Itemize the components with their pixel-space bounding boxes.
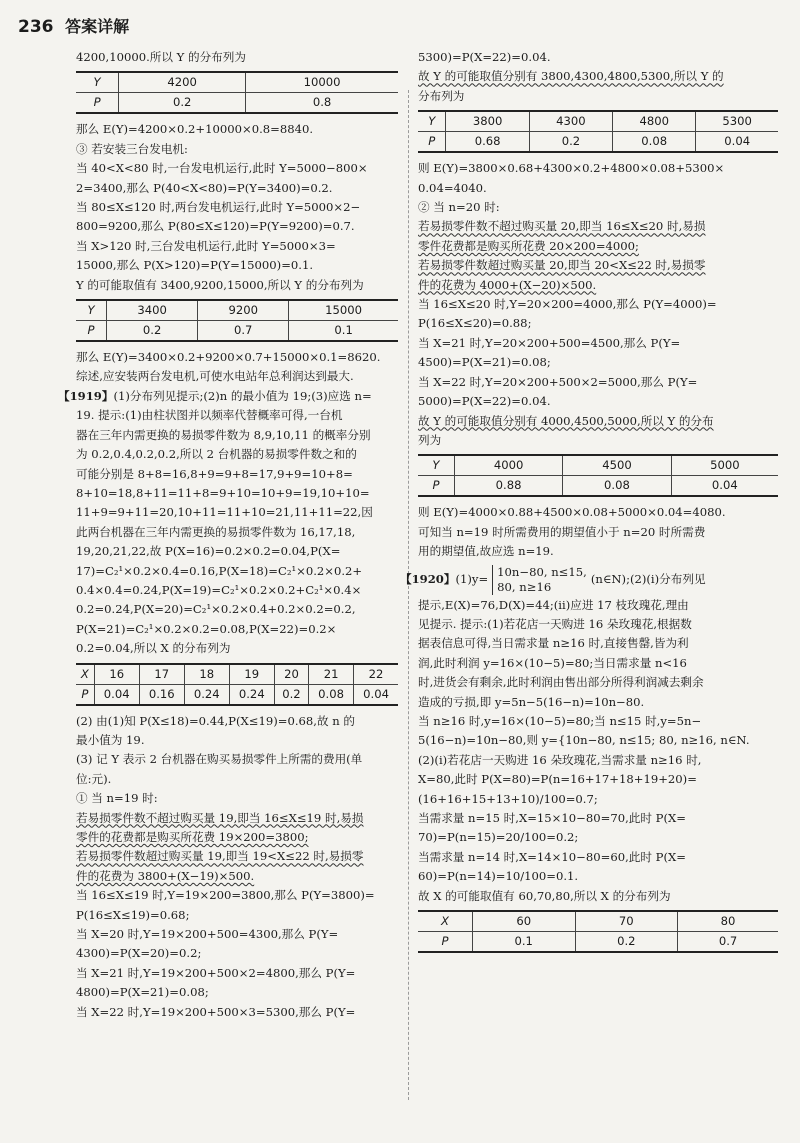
text-line: (2)(i)若花店一天购进 16 朵玫瑰花,当需求量 n≥16 时, [418, 752, 702, 767]
text-line-wavy: 故 Y 的可能取值分别有 3800,4300,4800,5300,所以 Y 的 [418, 69, 724, 84]
paragraph-n19-expectation [418, 159, 778, 217]
text-line: 时,进货会有剩余,此时利润由售出部分所得利润减去剩余 [418, 675, 704, 690]
page-header [18, 14, 782, 42]
text-line: 那么 E(Y)=3400×0.2+9200×0.7+15000×0.1=8620. [76, 350, 381, 365]
paragraph-part-2-3 [76, 712, 398, 809]
text-line-wavy-wrap [76, 867, 398, 886]
table-cell: 20 [274, 664, 308, 685]
text-line: 19. 提示:(1)由柱状图并以频率代替概率可得,一台机 [76, 408, 343, 423]
table-row [76, 93, 398, 114]
text-line: 可能分别是 8+8=16,8+9=9+8=17,9+9=10+8= [76, 466, 353, 481]
text-line: 那么 E(Y)=4200×0.2+10000×0.8=8840. [76, 122, 314, 137]
piecewise-brace [492, 565, 587, 595]
paragraph-n19-conditions [76, 809, 398, 887]
text-line: Y 的可能取值有 3400,9200,15000,所以 Y 的分布列为 [76, 277, 364, 292]
table-row [76, 321, 398, 342]
text-line: 2=3400,那么 P(40<X<80)=P(Y=3400)=0.2. [76, 180, 333, 195]
paragraph-three-generators [76, 120, 398, 295]
table-cell: 0.88 [454, 476, 562, 497]
problem-1920-explanation [418, 596, 778, 907]
distribution-table-2 [76, 299, 398, 342]
table-cell: 0.1 [289, 321, 398, 342]
table-cell: 0.7 [678, 932, 778, 953]
text-line: 润,此时利润 y=16×(10−5)=80;当日需求量 n<16 [418, 655, 687, 670]
table-row-header: Y [76, 300, 107, 321]
problem-1920-formula-prefix: (1)y= [455, 571, 489, 586]
problem-1919-answer [58, 387, 398, 406]
text-line: 故 X 的可能取值有 60,70,80,所以 X 的分布列为 [418, 888, 671, 903]
text-line: 800=9200,那么 P(80≤X≤120)=P(Y=9200)=0.7. [76, 219, 355, 234]
text-line-wavy-wrap [76, 809, 398, 828]
table-cell: 21 [309, 664, 354, 685]
table-cell: 17 [139, 664, 184, 685]
text-line: 当需求量 n=15 时,X=15×10−80=70,此时 P(X= [418, 811, 686, 825]
paragraph-conclusion [76, 348, 398, 387]
text-line: 造成的亏损,即 y=5n−5(16−n)=10n−80. [418, 694, 645, 709]
table-cell: 5000 [671, 455, 778, 476]
text-line: 此两台机器在三年内需更换的易损零件数为 16,17,18, [76, 524, 356, 539]
text-line: 0.2=0.24,P(X=20)=C₂¹×0.2×0.4+0.2×0.2=0.2, [76, 602, 356, 617]
distribution-table-4 [418, 110, 778, 153]
text-line: 0.04=4040. [418, 180, 487, 195]
problem-id-1919: 【1919】 [58, 388, 114, 403]
table-row [418, 455, 778, 476]
text-line: 11+9=9+11=20,10+11=11+10=21,11+11=22,因 [76, 505, 373, 520]
table-row [76, 72, 398, 93]
text-line: 分布列为 [418, 88, 465, 103]
text-line-wavy: 件的花费为 3800+(X−19)×500. [76, 868, 255, 883]
distribution-table-1 [76, 71, 398, 114]
table-cell: 5300 [696, 111, 778, 132]
piecewise-case-2: 80, n≥16 [497, 579, 552, 594]
text-line-wavy-wrap [76, 828, 398, 847]
table-cell: 3800 [446, 111, 529, 132]
table-cell: 18 [184, 664, 229, 685]
table-cell: 80 [678, 911, 778, 932]
text-line: 位:元). [76, 771, 112, 786]
table-row-header: X [76, 664, 94, 685]
text-line: 0.4×0.4=0.24,P(X=19)=C₂¹×0.2×0.2+C₂¹×0.4× [76, 582, 362, 597]
text-line: 4300)=P(X=20)=0.2; [76, 946, 202, 961]
piecewise-case-1: 10n−80, n≤15, [497, 564, 587, 579]
text-line: 4200,10000.所以 Y 的分布列为 [76, 50, 246, 64]
text-line-wavy: 若易损零件数不超过购买量 20,即当 16≤X≤20 时,易损 [418, 219, 706, 234]
table-row-header: P [418, 476, 454, 497]
table-row-header: Y [418, 455, 454, 476]
distribution-table-5 [418, 454, 778, 497]
paragraph-n20-cases [418, 295, 778, 411]
table-row-header: P [418, 932, 472, 953]
paragraph-n19-cases [76, 886, 398, 1022]
text-line: 器在三年内需更换的易损零件数为 8,9,10,11 的概率分别 [76, 427, 371, 442]
text-line: P(16≤X≤19)=0.68; [76, 907, 190, 922]
text-line: 当需求量 n=14 时,X=14×10−80=60,此时 P(X= [418, 849, 686, 864]
table-cell: 4000 [454, 455, 562, 476]
text-line: 最小值为 19. [76, 732, 145, 747]
table-cell: 4800 [613, 111, 696, 132]
table-cell: 0.24 [229, 684, 274, 705]
text-line: (2) 由(1)知 P(X≤18)=0.44,P(X≤19)=0.68,故 n 的 [76, 713, 355, 728]
table-cell: 0.2 [274, 684, 308, 705]
text-line-wavy: 若易损零件数超过购买量 20,即当 20<X≤22 时,易损零 [418, 258, 706, 273]
problem-1919-first-line: (1)分布列见提示;(2)n 的最小值为 19;(3)应选 n= [113, 388, 372, 403]
text-line: 当 X=21 时,Y=20×200+500=4500,那么 P(Y= [418, 335, 681, 350]
table-cell: 0.2 [119, 93, 246, 114]
text-line-wavy-wrap [76, 847, 398, 866]
text-line: P(X=21)=C₂¹×0.2×0.2=0.08,P(X=22)=0.2× [76, 621, 337, 636]
table-cell: 70 [575, 911, 678, 932]
table-cell: 0.24 [184, 684, 229, 705]
table-cell: 3400 [107, 300, 198, 321]
text-line: 19,20,21,22,故 P(X=16)=0.2×0.2=0.04,P(X= [76, 544, 341, 559]
text-line: (16+16+15+13+10)/100=0.7; [418, 791, 598, 806]
text-line-wavy-wrap [418, 276, 778, 295]
text-line: 当 X=22 时,Y=19×200+500×3=5300,那么 P(Y= [76, 1004, 356, 1019]
left-column [58, 48, 398, 1022]
text-line: 17)=C₂¹×0.2×0.4=0.16,P(X=18)=C₂¹×0.2×0.2+ [76, 563, 363, 578]
paragraph-n20-conditions [418, 217, 778, 295]
text-line: 见提示. 提示:(1)若花店一天购进 16 朵玫瑰花,根据数 [418, 616, 692, 631]
distribution-table-3 [76, 663, 398, 706]
table-cell: 0.1 [472, 932, 575, 953]
table-cell: 15000 [289, 300, 398, 321]
table-row [418, 111, 778, 132]
table-cell: 19 [229, 664, 274, 685]
problem-id-1920: 【1920】 [400, 571, 456, 586]
table-cell: 0.2 [107, 321, 198, 342]
problem-1920-answer-tail: (n∈N);(2)(i)分布列见 [590, 571, 706, 586]
text-line: 则 E(Y)=3800×0.68+4300×0.2+4800×0.08+5300× [418, 161, 725, 176]
table-row-header: Y [418, 111, 446, 132]
table-row [418, 476, 778, 497]
text-line-wavy: 故 Y 的可能取值分别有 4000,4500,5000,所以 Y 的分布 [418, 413, 714, 428]
table-row-header: P [418, 132, 446, 153]
text-line-wavy: 零件的花费都是购买所花费 19×200=3800; [76, 830, 309, 844]
text-line: 70)=P(n=15)=20/100=0.2; [418, 830, 579, 845]
text-line: 当 16≤X≤20 时,Y=20×200=4000,那么 P(Y=4000)= [418, 297, 717, 312]
text-line: 当 X=20 时,Y=19×200+500=4300,那么 P(Y= [76, 927, 339, 942]
table-cell: 0.08 [563, 476, 671, 497]
table-cell: 0.68 [446, 132, 529, 153]
table-row-header: P [76, 321, 107, 342]
table-cell: 4300 [529, 111, 612, 132]
table-cell: 0.16 [139, 684, 184, 705]
table-cell: 0.7 [198, 321, 289, 342]
table-cell: 0.8 [246, 93, 398, 114]
table-cell: 0.04 [94, 684, 139, 705]
page-number: 236 [18, 17, 54, 37]
text-line: 4500)=P(X=21)=0.08; [418, 355, 551, 370]
text-line: 8+10=18,8+11=11+8=9+10=10+9=19,10+10= [76, 485, 370, 500]
text-line: 当 80≤X≤120 时,两台发电机运行,此时 Y=5000×2− [76, 200, 361, 215]
table-row-header: P [76, 93, 119, 114]
text-line: X=80,此时 P(X=80)=P(n=16+17+18+19+20)= [418, 772, 697, 787]
text-line: ② 当 n=20 时: [418, 200, 500, 215]
table-cell: 60 [472, 911, 575, 932]
table-row-header: X [418, 911, 472, 932]
text-line-wavy-wrap [418, 237, 778, 256]
text-line-wavy-wrap [418, 217, 778, 236]
text-line: 60)=P(n=14)=10/100=0.1. [418, 869, 579, 884]
text-line: 综述,应安装两台发电机,可使水电站年总利润达到最大. [76, 369, 354, 384]
table-cell: 0.08 [613, 132, 696, 153]
text-line: 列为 [418, 432, 442, 447]
text-line: 15000,那么 P(X>120)=P(Y=15000)=0.1. [76, 258, 314, 273]
text-line: 则 E(Y)=4000×0.88+4500×0.08+5000×0.04=4080. [418, 505, 726, 520]
text-line: 4800)=P(X=21)=0.08; [76, 985, 209, 1000]
right-column [400, 48, 778, 959]
text-line: 当 X>120 时,三台发电机运行,此时 Y=5000×3= [76, 238, 336, 253]
text-line: 0.2=0.04,所以 X 的分布列为 [76, 641, 231, 656]
paragraph-n20-expectation [418, 503, 778, 561]
table-row [418, 132, 778, 153]
table-cell: 0.2 [529, 132, 612, 153]
page-header-title: 答案详解 [65, 17, 130, 36]
text-line: 据表信息可得,当日需求量 n≥16 时,直接售罄,皆为利 [418, 636, 689, 651]
table-row-header: Y [76, 72, 119, 93]
problem-1920-answer [400, 562, 778, 596]
text-line-wavy: 若易损零件数不超过购买量 19,即当 16≤X≤19 时,易损 [76, 810, 364, 825]
text-line: 提示,E(X)=76,D(X)=44;(ii)应进 17 枝玫瑰花,理由 [418, 597, 689, 612]
text-line: 当 40<X<80 时,一台发电机运行,此时 Y=5000−800× [76, 161, 368, 176]
table-cell: 4200 [119, 72, 246, 93]
table-cell: 4500 [563, 455, 671, 476]
text-line: 5000)=P(X=22)=0.04. [418, 394, 551, 409]
table-row [76, 684, 398, 705]
text-line: 当 16≤X≤19 时,Y=19×200=3800,那么 P(Y=3800)= [76, 888, 375, 903]
table-cell: 0.08 [309, 684, 354, 705]
table-cell: 9200 [198, 300, 289, 321]
text-line-wavy: 件的花费为 4000+(X−20)×500. [418, 277, 597, 292]
text-line: P(16≤X≤20)=0.88; [418, 316, 532, 331]
text-line: 当 X=22 时,Y=20×200+500×2=5000,那么 P(Y= [418, 374, 698, 389]
table-cell: 0.2 [575, 932, 678, 953]
table-cell: 16 [94, 664, 139, 685]
table-cell: 10000 [246, 72, 398, 93]
text-line-wavy-wrap [418, 256, 778, 275]
text-line: 当 X=21 时,Y=19×200+500×2=4800,那么 P(Y= [76, 965, 356, 980]
text-line: 5(16−n)=10n−80,则 y={10n−80, n≤15; 80, n≥16, n∈N. [418, 733, 750, 748]
table-cell: 0.04 [354, 684, 398, 705]
table-row [76, 300, 398, 321]
distribution-table-6 [418, 910, 778, 953]
problem-1919-explanation [76, 406, 398, 658]
text-line: 可知当 n=19 时所需费用的期望值小于 n=20 时所需费 [418, 524, 706, 539]
text-line: ③ 若安装三台发电机: [76, 141, 188, 156]
table-cell: 0.04 [696, 132, 778, 153]
table-row [418, 932, 778, 953]
text-line: 5300)=P(X=22)=0.04. [418, 50, 551, 64]
text-line: (3) 记 Y 表示 2 台机器在购买易损零件上所需的费用(单 [76, 752, 363, 767]
text-line-wavy: 若易损零件数超过购买量 19,即当 19<X≤22 时,易损零 [76, 849, 364, 864]
table-cell: 0.04 [671, 476, 778, 497]
table-row [418, 911, 778, 932]
text-line: 用的期望值,故应选 n=19. [418, 544, 554, 559]
table-cell: 22 [354, 664, 398, 685]
table-row [76, 664, 398, 685]
text-line-wavy: 零件花费都是购买所花费 20×200=4000; [418, 238, 639, 253]
text-line: ① 当 n=19 时: [76, 791, 158, 806]
text-line: 为 0.2,0.4,0.2,0.2,所以 2 台机器的易损零件数之和的 [76, 447, 357, 462]
text-line: 当 n≥16 时,y=16×(10−5)=80;当 n≤15 时,y=5n− [418, 713, 702, 728]
column-divider [408, 90, 410, 1100]
table-row-header: P [76, 684, 94, 705]
